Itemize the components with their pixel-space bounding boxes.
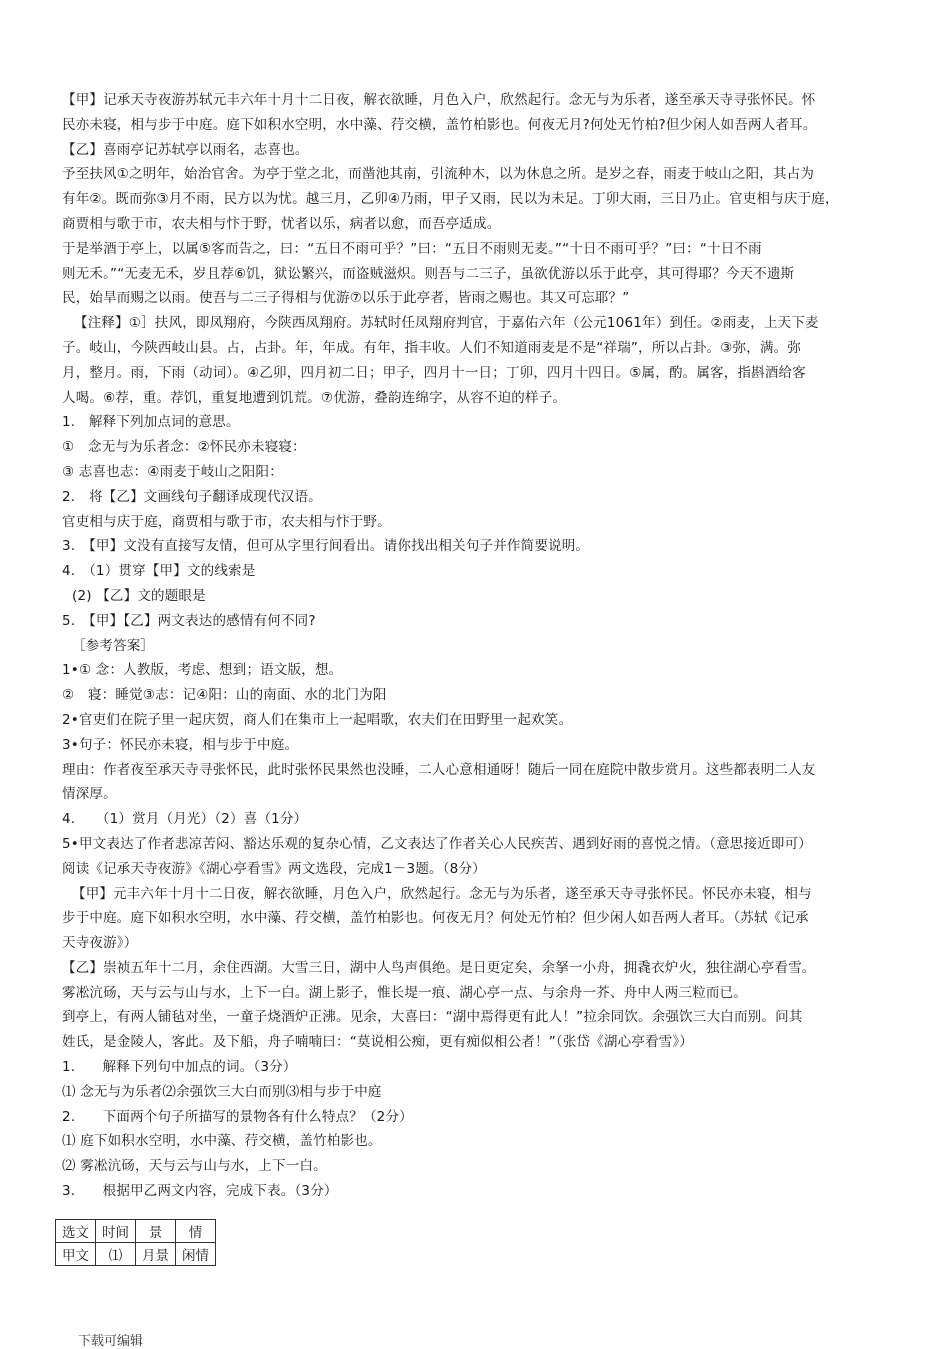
- text-line: 于是举酒于亭上，以属⑤客而告之，曰：“五日不雨可乎？”曰：“五日不雨则无麦。”“十日不雨可乎？”曰：“十日不雨: [62, 240, 762, 257]
- text-line: 天寺夜游》）: [62, 935, 138, 952]
- text-line: (2) 【乙】文的题眼是: [72, 587, 206, 604]
- text-line: ⑴ 念无与为乐者⑵余强饮三大白而别⑶相与步于中庭: [62, 1083, 382, 1100]
- table-cell: 甲文: [56, 1243, 96, 1266]
- text-line: ② 寝：睡觉③志：记④阳：山的南面、水的北门为阳: [62, 687, 387, 704]
- text-line: ⑵ 雾凇沆砀，天与云与山与水，上下一白。: [62, 1158, 327, 1175]
- text-line: 情深厚。: [62, 786, 117, 803]
- text-line: 民亦未寝，相与步于中庭。庭下如积水空明，水中藻、荇交横，盖竹柏影也。何夜无月?何处无竹柏?但少闲人如吾两人者耳。: [62, 116, 817, 133]
- text-line: 雾凇沆砀，天与云与山与水，上下一白。湖上影子，惟长堤一痕、湖心亭一点、与余舟一芥、舟中人两三粒而已。: [62, 984, 747, 1001]
- text-line: 月，整月。雨，下雨（动词）。④乙卯，四月初二日；甲子，四月十一日；丁卯，四月十四日。⑤属，酌。属客，指斟酒给客: [62, 364, 806, 381]
- text-line: 2•官吏们在院子里一起庆贺，商人们在集市上一起唱歌，农夫们在田野里一起欢笑。: [62, 711, 573, 728]
- text-line: 4. （1）赏月（月光）（2）喜（1分）: [62, 811, 308, 828]
- table-row: [56, 1243, 216, 1266]
- text-line: 5. 【甲】【乙】两文表达的感情有何不同?: [62, 612, 316, 629]
- text-line: 阅读《记承天寺夜游》《湖心亭看雪》两文选段，完成1－3题。（8分）: [62, 860, 486, 877]
- text-line: 1. 解释下列加点词的意思。: [62, 414, 240, 431]
- text-line: 【乙】崇祯五年十二月，余住西湖。大雪三日，湖中人鸟声俱绝。是日更定矣，余拏一小舟，拥毳衣炉火，独往湖心亭看雪。: [62, 959, 816, 976]
- text-line: 3. 根据甲乙两文内容，完成下表。（3分）: [62, 1183, 338, 1200]
- text-line: 2. 将【乙】文画线句子翻译成现代汉语。: [62, 488, 322, 505]
- text-line: 【注释】①］扶风，即凤翔府，今陕西凤翔府。苏轼时任凤翔府判官，于嘉佑六年（公元1061年）到任。②雨麦，上天下麦: [74, 315, 819, 332]
- table-cell: ⑴: [96, 1243, 136, 1266]
- text-line: 【甲】元丰六年十月十二日夜，解衣欲睡，月色入户，欣然起行。念无与为乐者，遂至承天寺寻张怀民。怀民亦未寝，相与: [72, 885, 812, 902]
- text-line: 官吏相与庆于庭，商贾相与歌于市，农夫相与忭于野。: [62, 513, 391, 530]
- text-line: ③ 志喜也志：④雨麦于岐山之阳阳：: [62, 463, 283, 480]
- text-line: 到亭上，有两人铺毡对坐，一童子烧酒炉正沸。见余，大喜曰：“湖中焉得更有此人！”拉余同饮。余强饮三大白而别。问其: [62, 1009, 803, 1026]
- table-header-row: [56, 1220, 216, 1243]
- text-line: 人喝。⑥荐，重。荐饥，重复地遭到饥荒。⑦优游，叠韵连绵字，从容不迫的样子。: [62, 389, 567, 406]
- text-line: 有年②。既而弥③月不雨，民方以为忧。越三月，乙卯④乃雨，甲子又雨，民以为未足。丁卯大雨，三日乃止。官吏相与庆于庭，: [62, 191, 839, 208]
- table-header-cell: 情: [176, 1220, 216, 1243]
- footer-text: 下载可编辑: [78, 1334, 144, 1349]
- text-line: 子。岐山，今陕西岐山县。占，占卦。年，年成。有年，指丰收。人们不知道雨麦是不是“祥瑞”，所以占卦。③弥，满。弥: [62, 339, 802, 356]
- text-line: 姓氏，是金陵人，客此。及下船，舟子喃喃曰：“莫说相公痴，更有痴似相公者！”（张岱《湖心亭看雪》）: [62, 1034, 694, 1051]
- text-line: 予至扶风①之明年，始治官舍。为亭于堂之北，而凿池其南，引流种木，以为休息之所。是岁之春，雨麦于岐山之阳，其占为: [62, 166, 815, 183]
- text-line: 2. 下面两个句子所描写的景物各有什么特点？（2分）: [62, 1108, 413, 1125]
- table-header-cell: 选文: [56, 1220, 96, 1243]
- answer-table: [55, 1219, 216, 1266]
- text-line: ① 念无与为乐者念：②怀民亦未寝寝：: [62, 439, 306, 456]
- text-line: 3•句子：怀民亦未寝，相与步于中庭。: [62, 736, 299, 753]
- document-body: [62, 88, 898, 1204]
- text-line: 4. （1）贯穿【甲】文的线索是: [62, 563, 256, 580]
- text-line: 民，始旱而赐之以雨。使吾与二三子得相与优游⑦以乐于此亭者，皆雨之赐也。其又可忘耶？”: [62, 290, 630, 307]
- table-header-cell: 景: [136, 1220, 176, 1243]
- table-cell: 月景: [136, 1243, 176, 1266]
- text-line: 理由：作者夜至承天寺寻张怀民，此时张怀民果然也没睡，二人心意相通呀！随后一同在庭院中散步赏月。这些都表明二人友: [62, 761, 816, 778]
- text-line: 3. 【甲】文没有直接写友情，但可从字里行间看出。请你找出相关句子并作简要说明。: [62, 538, 590, 555]
- text-line: 商贾相与歌于市，农夫相与忭于野，忧者以乐，病者以愈，而吾亭适成。: [62, 215, 501, 232]
- text-line: ⑴ 庭下如积水空明，水中藻、荇交横，盖竹柏影也。: [62, 1133, 382, 1150]
- text-line: 则无禾。”“无麦无禾，岁且荐⑥饥，狱讼繁兴，而盗贼滋炽。则吾与二三子，虽欲优游以乐于此亭，其可得耶？今天不遗斯: [62, 265, 795, 282]
- table-header-cell: 时间: [96, 1220, 136, 1243]
- text-line: 5•甲文表达了作者悲凉苦闷、豁达乐观的复杂心情，乙文表达了作者关心人民疾苦、遇到好雨的喜悦之情。（意思接近即可）: [62, 835, 813, 852]
- text-line: 步于中庭。庭下如积水空明，水中藻、荇交横，盖竹柏影也。何夜无月？何处无竹柏？但少闲人如吾两人者耳。（苏轼《记承: [62, 910, 809, 927]
- text-line: 1•① 念：人教版，考虑、想到；语文版，想。: [62, 662, 343, 679]
- text-line: 1. 解释下列句中加点的词。（3分）: [62, 1059, 297, 1076]
- text-line: 【甲】记承天寺夜游苏轼元丰六年十月十二日夜，解衣欲睡，月色入户，欣然起行。念无与为乐者，遂至承天寺寻张怀民。怀: [62, 92, 816, 108]
- text-line: 【乙】喜雨亭记苏轼亭以雨名，志喜也。: [62, 141, 309, 158]
- text-line: ［参考答案］: [72, 637, 155, 654]
- table-cell: 闲情: [176, 1243, 216, 1266]
